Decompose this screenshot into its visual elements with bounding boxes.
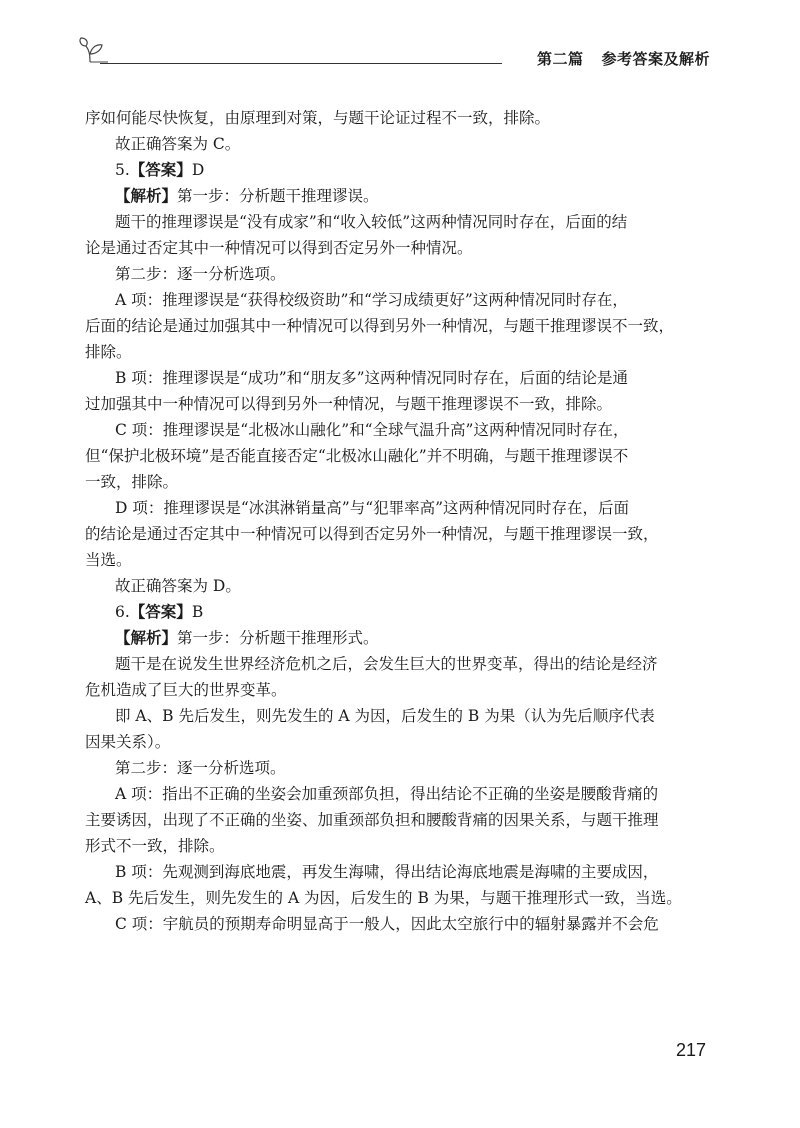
text-line: 序如何能尽快恢复，由原理到对策，与题干论证过程不一致，排除。 [85, 109, 551, 127]
running-header [78, 28, 710, 68]
text-line [85, 625, 695, 651]
text-line: 一致，排除。 [85, 473, 179, 491]
header-section-title: 参考答案及解析 [601, 50, 710, 68]
text-line: 故正确答案为 D。 [115, 577, 241, 595]
answer-value: B [191, 603, 204, 621]
text-line: B 项：先观测到海底地震，再发生海啸，得出结论海底地震是海啸的主要成因， [115, 863, 659, 881]
text-line: 当选。 [85, 551, 132, 569]
text-line: B 项：推理谬误是“成功”和“朋友多”这两种情况同时存在，后面的结论是通 [115, 369, 629, 387]
page-body [85, 105, 695, 937]
text-line: 主要诱因，出现了不正确的坐姿、加重颈部负担和腰酸背痛的因果关系，与题干推理 [85, 811, 659, 829]
text-line: 因果关系）。 [85, 733, 171, 751]
text-line: 论是通过否定其中一种情况可以得到否定另外一种情况。 [85, 239, 473, 257]
text-line: 过加强其中一种情况可以得到另外一种情况，与题干推理谬误不一致，排除。 [85, 395, 613, 413]
answer-number: 6. [115, 603, 130, 621]
text-line: A 项：指出不正确的坐姿会加重颈部负担，得出结论不正确的坐姿是腰酸背痛的 [115, 785, 659, 803]
header-part: 第二篇 [536, 50, 584, 68]
text-line: 后面的结论是通过加强其中一种情况可以得到另外一种情况，与题干推理谬误不一致， [85, 317, 675, 335]
text-line: D 项：推理谬误是“冰淇淋销量高”与“犯罪率高”这两种情况同时存在，后面 [115, 499, 630, 517]
text-line: C 项：宇航员的预期寿命明显高于一般人，因此太空旅行中的辐射暴露并不会危 [115, 915, 659, 933]
text-line [85, 183, 695, 209]
text-line: 形式不一致，排除。 [85, 837, 225, 855]
text-line: 题干的推理谬误是“没有成家”和“收入较低”这两种情况同时存在，后面的结 [115, 213, 628, 231]
sprout-icon [78, 36, 112, 64]
text-line: 第二步：逐一分析选项。 [115, 265, 286, 283]
answer-value: D [191, 161, 205, 179]
answer-tag: 【答案】 [129, 603, 192, 621]
page-number: 217 [675, 1040, 706, 1060]
answer-number: 5. [115, 161, 130, 179]
analysis-tag: 【解析】 [115, 187, 178, 205]
text-line: C 项：推理谬误是“北极冰山融化”和“全球气温升高”这两种情况同时存在， [115, 421, 629, 439]
text-line: A 项：推理谬误是“获得校级资助”和“学习成绩更好”这两种情况同时存在， [115, 291, 628, 309]
text-line: 题干是在说发生世界经济危机之后，会发生巨大的世界变革，得出的结论是经济 [115, 655, 658, 673]
text-line [85, 157, 695, 183]
analysis-text: 第一步：分析题干推理谬误。 [177, 187, 379, 205]
text-line [85, 599, 695, 625]
text-line: 即 A、B 先后发生，则先发生的 A 为因，后发生的 B 为果（认为先后顺序代表 [115, 707, 655, 725]
header-rule [100, 63, 502, 64]
text-line: 但“保护北极环境”是否能直接否定“北极冰山融化”并不明确，与题干推理谬误不 [85, 447, 629, 465]
text-line: 危机造成了巨大的世界变革。 [85, 681, 287, 699]
analysis-tag: 【解析】 [115, 629, 178, 647]
text-line: 的结论是通过否定其中一种情况可以得到否定另外一种情况，与题干推理谬误一致， [85, 525, 659, 543]
header-title [537, 48, 710, 69]
text-line: A、B 先后发生，则先发生的 A 为因，后发生的 B 为果，与题干推理形式一致，当选。 [85, 889, 682, 907]
analysis-text: 第一步：分析题干推理形式。 [177, 629, 379, 647]
text-line: 故正确答案为 C。 [115, 135, 241, 153]
answer-tag: 【答案】 [129, 161, 192, 179]
text-line: 排除。 [85, 343, 132, 361]
text-line: 第二步：逐一分析选项。 [115, 759, 286, 777]
